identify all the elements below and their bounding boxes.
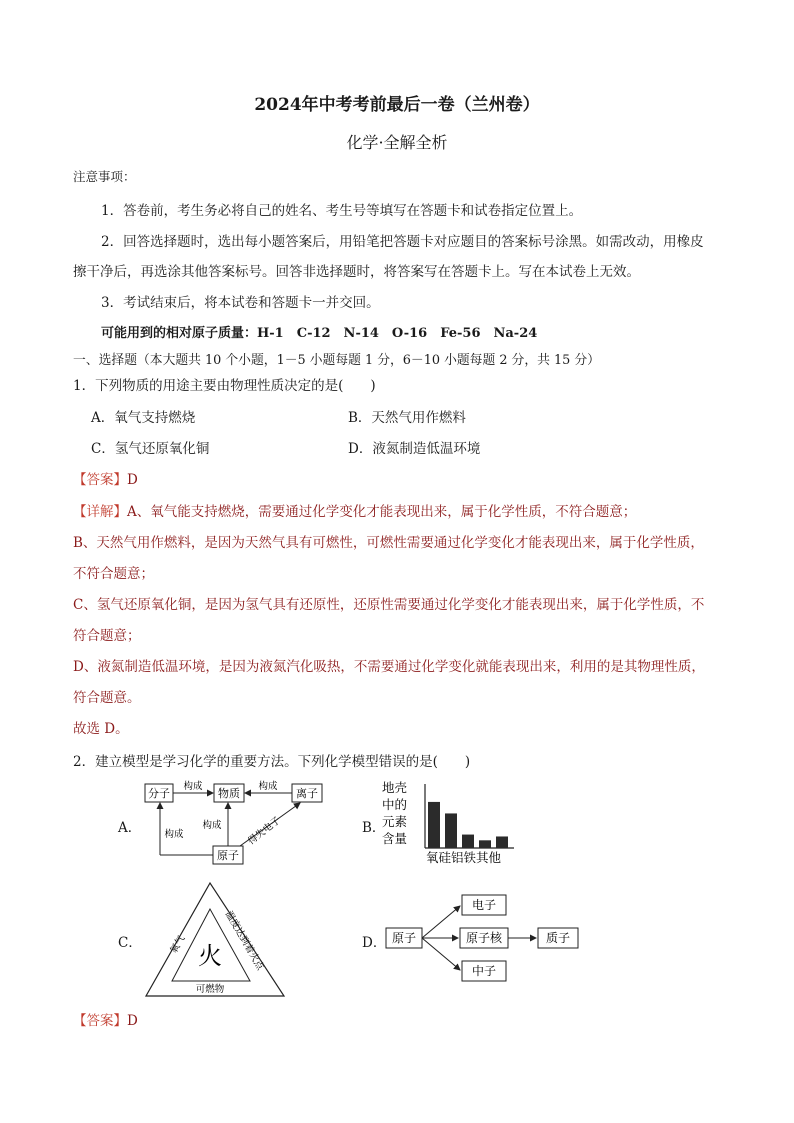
atomic-mass-note: 可能用到的相对原子质量：H-1 C-12 N-14 O-16 Fe-56 Na-24 xyxy=(101,326,538,341)
proton-label: 质子 xyxy=(545,931,571,945)
bar-3 xyxy=(462,835,474,848)
answer-value: D xyxy=(127,1013,138,1029)
neutron-label: 中子 xyxy=(471,964,497,978)
ylabel-line-4: 含量 xyxy=(382,831,408,846)
q1-detail-line-3: 不符合题意； xyxy=(73,566,154,582)
ion-label: 离子 xyxy=(296,787,318,800)
q1-answer xyxy=(73,468,138,488)
atom-to-electron-arrow xyxy=(422,906,460,938)
electron-label: 电子 xyxy=(471,898,497,912)
detail-tag: 【详解】 xyxy=(73,504,127,520)
atom-label: 原子 xyxy=(217,849,239,862)
q2-stem: 2．建立模型是学习化学的重要方法。下列化学模型错误的是( ) xyxy=(73,754,471,770)
q1-stem: 1．下列物质的用途主要由物理性质决定的是( ) xyxy=(73,378,376,394)
fire-label: 火 xyxy=(198,942,222,970)
xlabel: 氧硅铝铁其他 xyxy=(426,850,502,865)
q1-option-a: A．氧气支持燃烧 xyxy=(91,410,196,426)
q1-detail-line-7: 符合题意。 xyxy=(73,690,141,706)
q1-detail-line-1 xyxy=(73,500,636,520)
ignition-temperature-label: 温度达到着火点 xyxy=(222,909,266,973)
answer-value: D xyxy=(127,472,138,488)
q1-detail-line-5: 符合题意； xyxy=(73,628,141,644)
q1-option-d: D．液氮制造低温环境 xyxy=(348,441,481,457)
page-title: 2024年中考考前最后一卷（兰州卷） xyxy=(254,95,540,115)
ylabel-line-3: 元素 xyxy=(382,814,408,829)
notice-item-2-cont: 擦干净后，再选涂其他答案标号。回答非选择题时，将答案写在答题卡上。写在本试卷上无效。 xyxy=(73,264,640,280)
bar-4 xyxy=(479,840,491,848)
notice-item-2: 2．回答选择题时，选出每小题答案后，用铅笔把答题卡对应题目的答案标号涂黑。如需改动，用橡皮 xyxy=(101,234,704,250)
bar-1 xyxy=(428,802,440,848)
compose-label-3: 构成 xyxy=(164,829,184,840)
fire-triangle-diagram xyxy=(140,878,290,1000)
particle-relationship-diagram xyxy=(140,775,330,870)
q1-detail-line-6: D、液氮制造低温环境，是因为液氮汽化吸热，不需要通过化学变化就能表现出来，利用的是其物理性质， xyxy=(73,659,705,675)
q1-option-c: C．氢气还原氧化铜 xyxy=(91,441,210,457)
substance-label: 物质 xyxy=(218,787,240,800)
answer-tag: 【答案】 xyxy=(73,1013,127,1029)
q1-detail-line-2: B、天然气用作燃料，是因为天然气具有可燃性，可燃性需要通过化学变化才能表现出来，属于化学性质， xyxy=(73,535,704,551)
gain-lose-electron-label: 得失电子 xyxy=(246,814,283,848)
ylabel-line-1: 地壳 xyxy=(382,780,408,795)
q1-option-b: B．天然气用作燃料 xyxy=(348,410,466,426)
q2-option-d-label: D． xyxy=(362,935,387,951)
q1-conclusion: 故选 D。 xyxy=(73,721,129,737)
notice-item-3: 3．考试结束后，将本试卷和答题卡一并交回。 xyxy=(101,295,380,311)
atom-to-neutron-arrow xyxy=(422,938,460,970)
detail-text: A、氧气能支持燃烧，需要通过化学变化才能表现出来，属于化学性质，不符合题意； xyxy=(127,504,637,520)
answer-tag: 【答案】 xyxy=(73,472,127,488)
notice-heading: 注意事项： xyxy=(73,169,136,184)
oxygen-label: 氧气 xyxy=(168,933,188,956)
q2-option-c-label: C． xyxy=(118,935,142,951)
atom-label: 原子 xyxy=(391,931,417,945)
crust-element-bar-chart xyxy=(382,778,522,868)
q1-detail-line-4: C、氢气还原氧化铜，是因为氢气具有还原性，还原性需要通过化学变化才能表现出来，属于化学性质，不 xyxy=(73,597,705,613)
outer-triangle xyxy=(146,883,284,996)
compose-label-2: 构成 xyxy=(258,781,278,792)
combustible-label: 可燃物 xyxy=(195,984,225,995)
q2-option-a-label: A． xyxy=(118,820,142,836)
nucleus-label: 原子核 xyxy=(465,931,503,945)
molecule-label: 分子 xyxy=(148,787,170,800)
bar-2 xyxy=(445,813,457,848)
atom-structure-diagram xyxy=(384,890,584,985)
section-heading: 一、选择题（本大题共 10 个小题，1－5 小题每题 1 分，6－10 小题每题 2 分，共 15 分） xyxy=(73,353,600,368)
compose-label-1: 构成 xyxy=(183,781,203,792)
q2-option-b-label: B． xyxy=(362,820,386,836)
page-subtitle: 化学·全解全析 xyxy=(346,133,448,152)
bar-5 xyxy=(496,836,508,848)
ylabel-line-2: 中的 xyxy=(382,797,408,812)
q2-answer xyxy=(73,1009,138,1029)
notice-item-1: 1．答卷前，考生务必将自己的姓名、考生号等填写在答题卡和试卷指定位置上。 xyxy=(101,203,583,219)
compose-label-4: 构成 xyxy=(202,820,222,831)
